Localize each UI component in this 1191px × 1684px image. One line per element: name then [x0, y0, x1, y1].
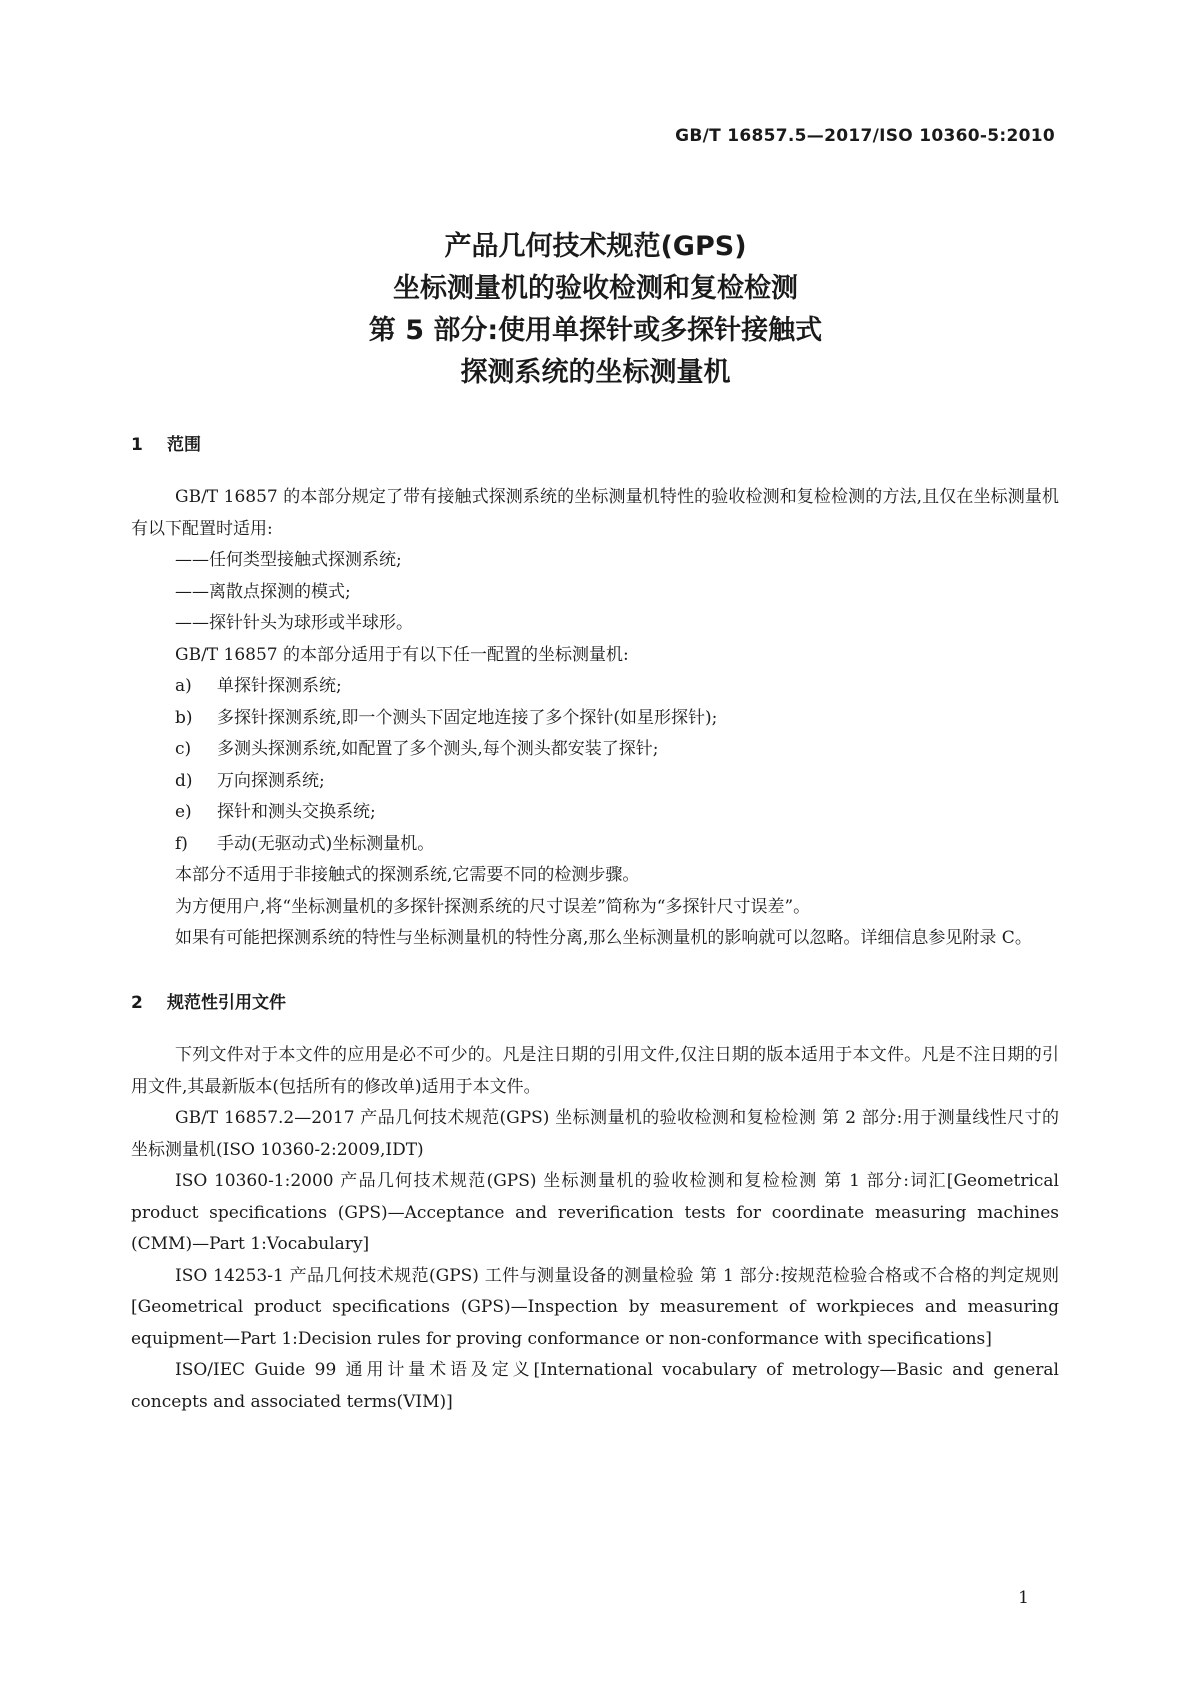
list-marker: a) — [175, 676, 192, 696]
document-title — [0, 226, 1191, 394]
list-marker: b) — [175, 707, 193, 728]
not-applicable-note: 本部分不适用于非接触式的探测系统,它需要不同的检测步骤。 — [175, 865, 640, 885]
section-1-number: 1 — [131, 435, 143, 455]
applies-item — [131, 734, 1059, 766]
section-2-title: 规范性引用文件 — [167, 993, 286, 1013]
list-text: 多测头探测系统,如配置了多个测头,每个测头都安装了探针; — [217, 739, 659, 759]
title-line-2: 坐标测量机的验收检测和复检检测 — [393, 273, 798, 304]
scope-intro: GB/T 16857 的本部分规定了带有接触式探测系统的坐标测量机特性的验收检测和复检检测的方法,且仅在坐标测量机有以下配置时适用: — [131, 487, 1059, 539]
reference-entry: ISO 10360-1:2000 产品几何技术规范(GPS) 坐标测量机的验收检测和复检检测 第 1 部分:词汇[Geometrical product specifications (GPS)—Acceptance and reverification tests for coordinate measuring machines (CMM)—Part 1:Vocabulary] — [131, 1171, 1059, 1254]
applies-intro: GB/T 16857 的本部分适用于有以下任一配置的坐标测量机: — [175, 644, 629, 665]
applies-item — [131, 703, 1059, 735]
applies-item — [131, 829, 1059, 861]
config-item: ——任何类型接触式探测系统; — [175, 550, 402, 570]
title-line-4: 探测系统的坐标测量机 — [460, 357, 731, 388]
section-1-title: 范围 — [167, 435, 201, 455]
reference-entry: ISO/IEC Guide 99 通用计量术语及定义[International vocabulary of metrology—Basic and general concepts and associated terms(VIM)] — [131, 1360, 1059, 1412]
page-number: 1 — [1018, 1588, 1029, 1608]
abbreviation-note: 为方便用户,将“坐标测量机的多探针探测系统的尺寸误差”简称为“多探针尺寸误差”。 — [175, 896, 811, 917]
list-marker: d) — [175, 770, 193, 791]
config-item: ——离散点探测的模式; — [175, 581, 351, 602]
list-marker: c) — [175, 739, 192, 759]
section-2-body — [131, 1040, 1059, 1418]
config-item: ——探针针头为球形或半球形。 — [175, 613, 413, 633]
section-1-body — [131, 482, 1059, 955]
section-1-heading — [131, 430, 201, 455]
reference-entry: ISO 14253-1 产品几何技术规范(GPS) 工件与测量设备的测量检验 第 1 部分:按规范检验合格或不合格的判定规则[Geometrical product specifications (GPS)—Inspection by measurement of workpieces and measuring equipment—Part 1:Decision rules for proving conformance or non-conformance with specifications] — [131, 1265, 1059, 1349]
title-line-1: 产品几何技术规范(GPS) — [444, 231, 747, 262]
separation-note: 如果有可能把探测系统的特性与坐标测量机的特性分离,那么坐标测量机的影响就可以忽略。详细信息参见附录 C。 — [175, 928, 1032, 948]
list-marker: f) — [175, 833, 188, 854]
list-text: 多探针探测系统,即一个测头下固定地连接了多个探针(如星形探针); — [217, 707, 718, 728]
references-intro: 下列文件对于本文件的应用是必不可少的。凡是注日期的引用文件,仅注日期的版本适用于本文件。凡是不注日期的引用文件,其最新版本(包括所有的修改单)适用于本文件。 — [131, 1045, 1059, 1097]
reference-entry: GB/T 16857.2—2017 产品几何技术规范(GPS) 坐标测量机的验收检测和复检检测 第 2 部分:用于测量线性尺寸的坐标测量机(ISO 10360-2:2009,IDT) — [131, 1108, 1059, 1160]
list-text: 万向探测系统; — [217, 770, 325, 791]
list-text: 单探针探测系统; — [217, 676, 342, 696]
list-text: 手动(无驱动式)坐标测量机。 — [217, 833, 435, 854]
applies-item — [131, 766, 1059, 798]
applies-item — [131, 671, 1059, 703]
list-marker: e) — [175, 802, 192, 822]
applies-item — [131, 797, 1059, 829]
list-text: 探针和测头交换系统; — [217, 802, 376, 822]
section-2-number: 2 — [131, 993, 143, 1013]
section-2-heading — [131, 988, 286, 1013]
standard-code: GB/T 16857.5—2017/ISO 10360-5:2010 — [675, 126, 1055, 146]
title-line-3: 第 5 部分:使用单探针或多探针接触式 — [368, 315, 823, 346]
